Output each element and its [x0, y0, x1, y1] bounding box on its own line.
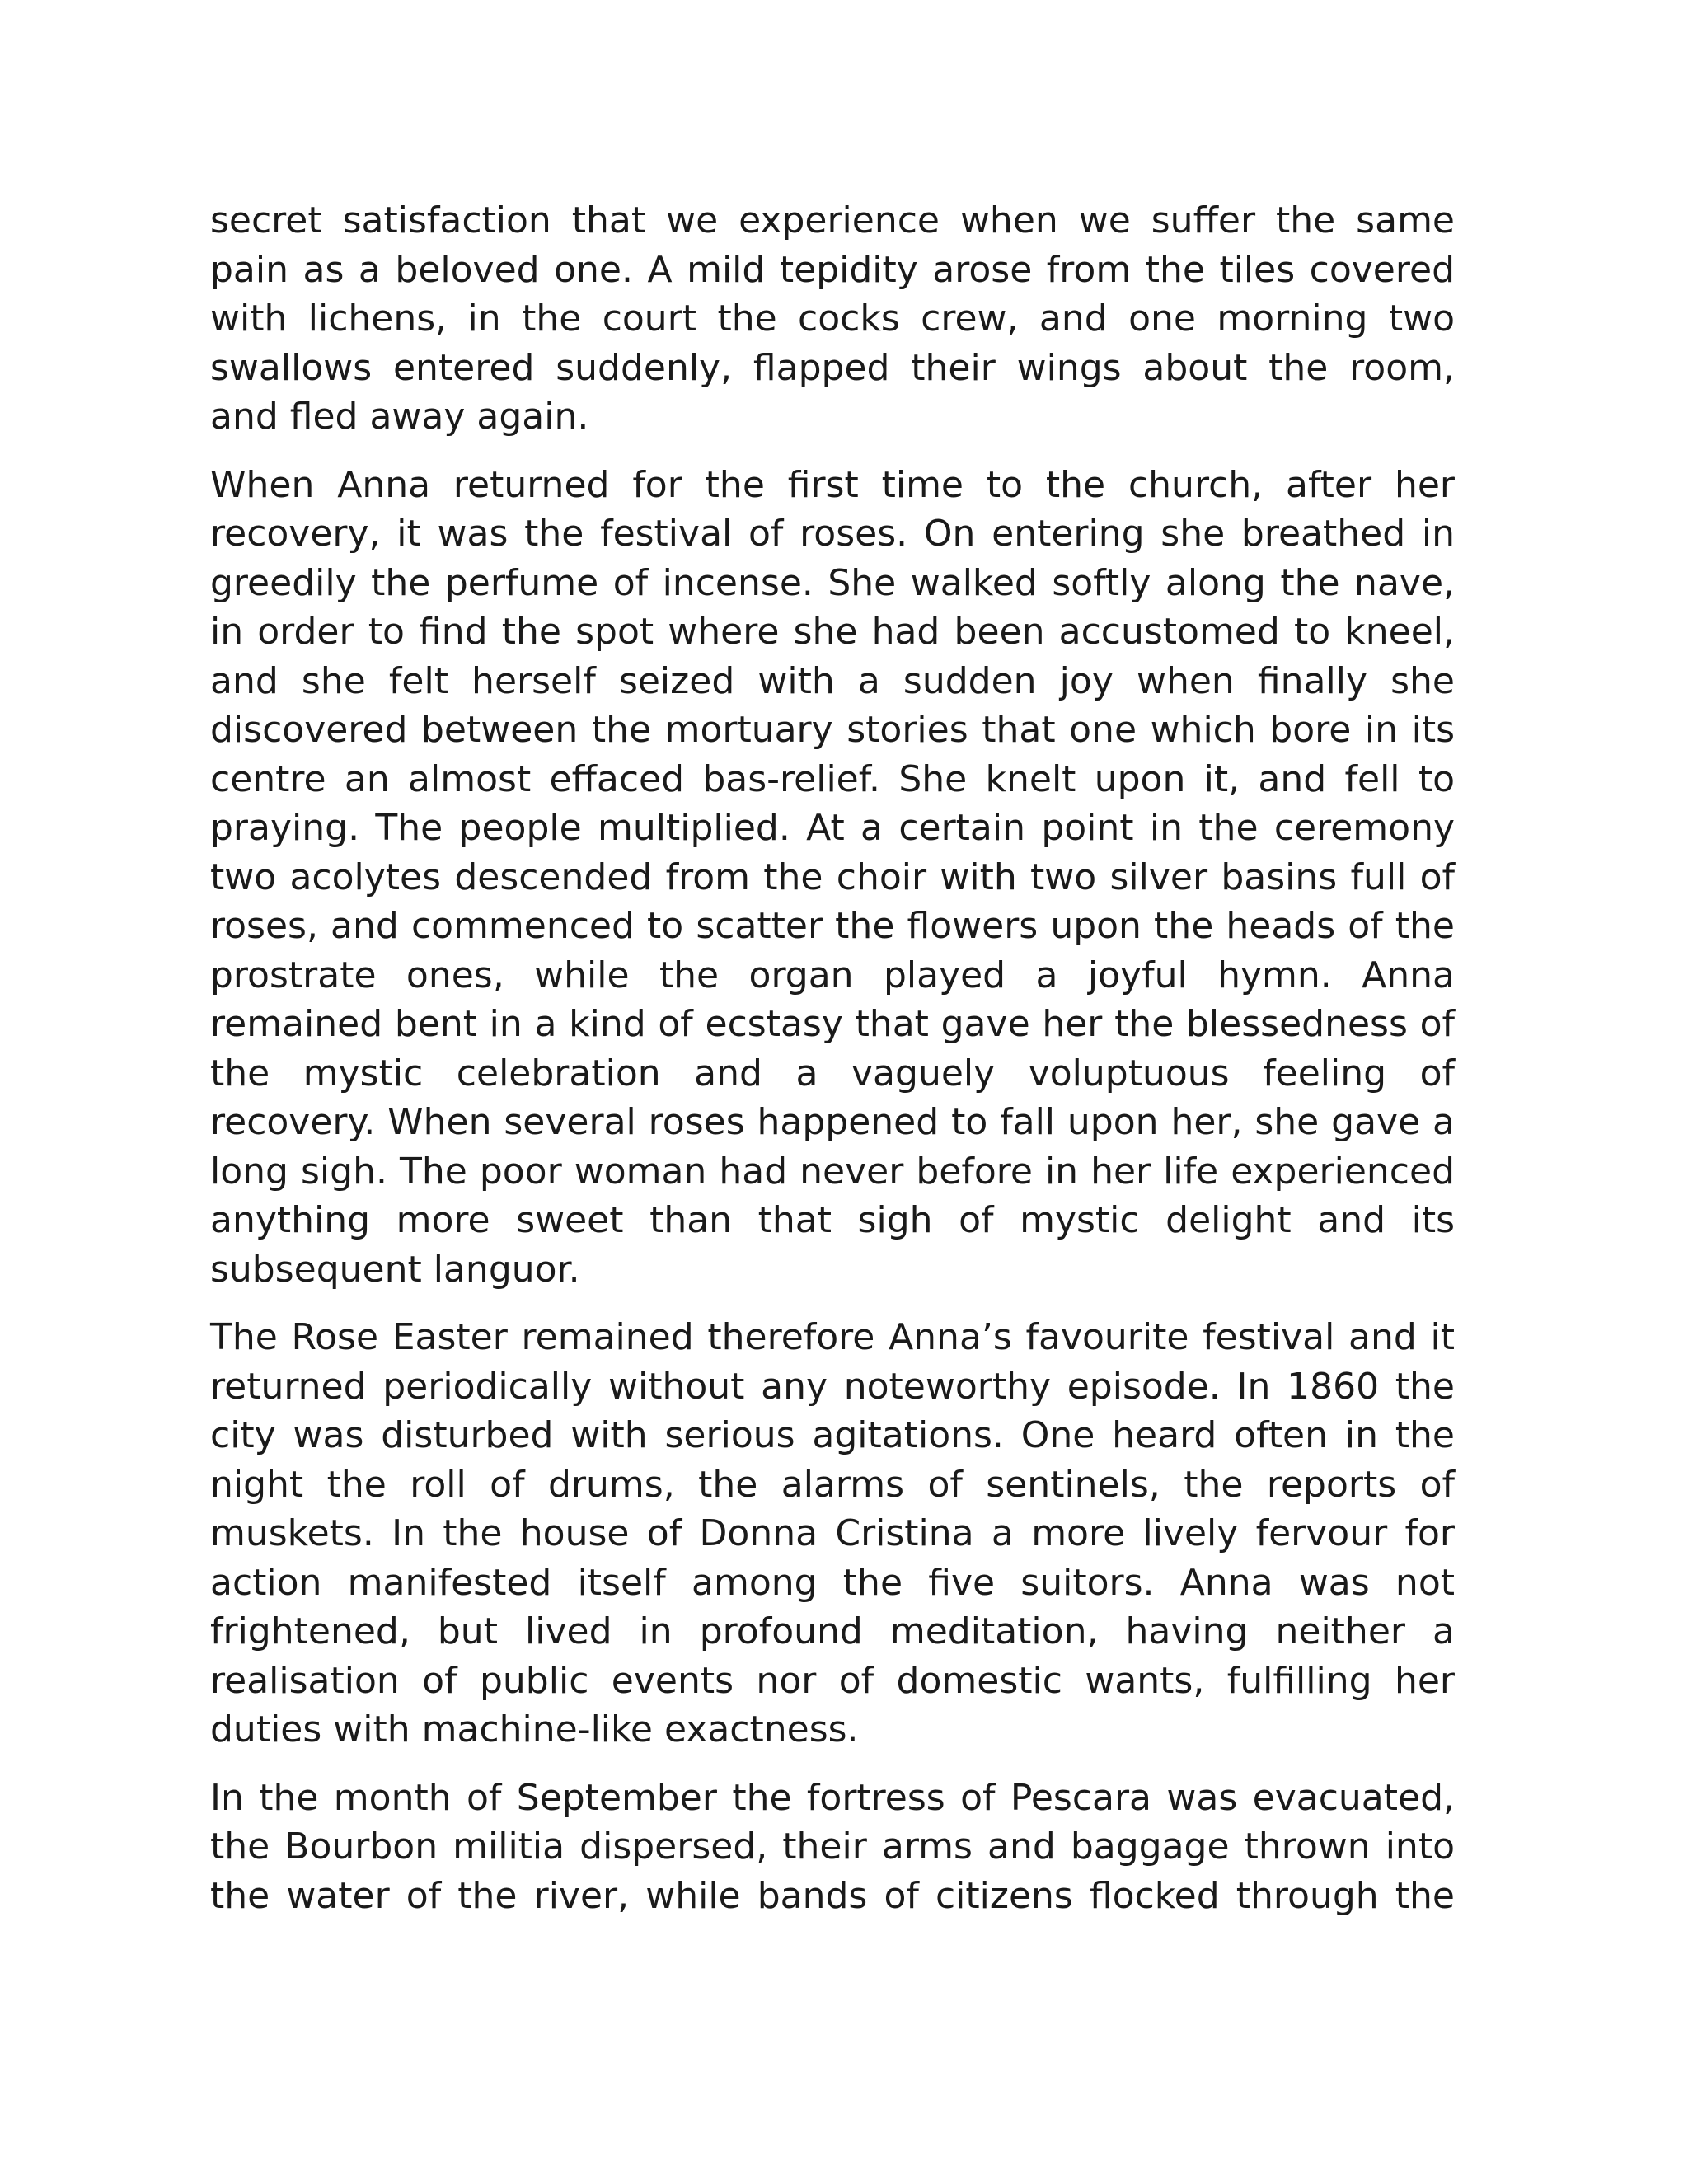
paragraph-1: secret satisfaction that we experience when we suffer the same pain as a beloved one. A mild tepidity arose from the tiles covered with lichens, in the court the cocks crew, and one morning two swallows entered suddenly, flapped their wings about the room, and fled away again. — [210, 199, 1455, 438]
document-page — [210, 196, 1455, 1939]
paragraph-4: In the month of September the fortress of Pescara was evacuated, the Bourbon militia dispersed, their arms and baggage thrown into the water of the river, while bands of citizens flocked through the — [210, 1776, 1455, 1917]
paragraph-2: When Anna returned for the first time to the church, after her recovery, it was the festival of roses. On entering she breathed in greedily the perfume of incense. She walked softly along the nave, in order to find the spot where she had been accustomed to kneel, and she felt herself seized with a sudden joy when finally she discovered between the mortuary stories that one which bore in its centre an almost effaced bas-relief. She knelt upon it, and fell to praying. The people multiplied. At a certain point in the ceremony two acolytes descended from the choir with two silver basins full of roses, and commenced to scatter the flowers upon the heads of the prostrate ones, while the organ played a joyful hymn. Anna remained bent in a kind of ecstasy that gave her the blessedness of the mystic celebration and a vaguely voluptuous feeling of recovery. When several roses happened to fall upon her, she gave a long sigh. The poor woman had never before in her life experienced anything more sweet than that sigh of mystic delight and its subsequent languor. — [210, 463, 1455, 1291]
paragraph-3: The Rose Easter remained therefore Anna’s favourite festival and it returned periodically without any noteworthy episode. In 1860 the city was disturbed with serious agitations. One heard often in the night the roll of drums, the alarms of sentinels, the reports of muskets. In the house of Donna Cristina a more lively fervour for action manifested itself among the five suitors. Anna was not frightened, but lived in profound meditation, having neither a realisation of public events nor of domestic wants, fulfilling her duties with machine-like exactness. — [210, 1316, 1455, 1750]
